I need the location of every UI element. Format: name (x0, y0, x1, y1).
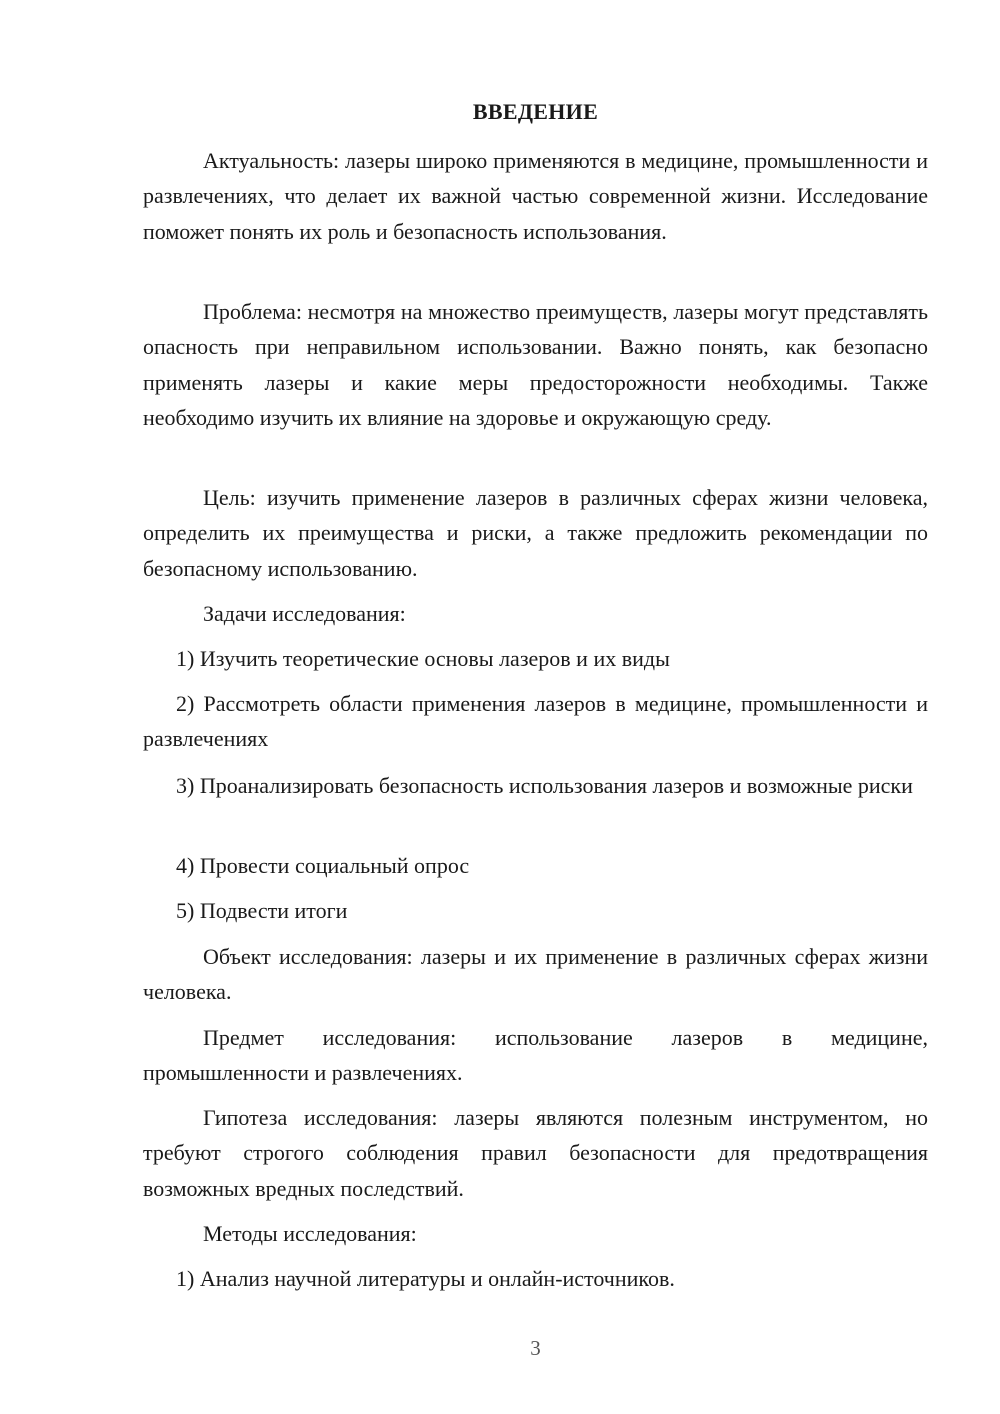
paragraph-tasks-heading: Задачи исследования: (203, 601, 406, 626)
document-page (143, 0, 928, 1414)
list-item: 5) Подвести итоги (176, 898, 348, 923)
section-title: ВВЕДЕНИЕ (472, 99, 599, 124)
list-item: 2) Рассмотреть области применения лазеров в медицине, промышленности и развлечениях (143, 691, 928, 752)
list-item: 1) Анализ научной литературы и онлайн-источников. (176, 1266, 675, 1291)
paragraph-problem: Проблема: несмотря на множество преимуществ, лазеры могут представлять опасность при неправильном использовании. Важно понять, как безопасно применять лазеры и какие меры предосторожности необходимы. Также необходимо изучить их влияние на здоровье и окружающую среду. (143, 299, 928, 430)
paragraph-object: Объект исследования: лазеры и их применение в различных сферах жизни человека. (143, 944, 928, 1005)
paragraph-methods-heading: Методы исследования: (203, 1221, 417, 1246)
list-item: 1) Изучить теоретические основы лазеров и их виды (176, 646, 670, 671)
list-item: 4) Провести социальный опрос (176, 853, 470, 878)
paragraph-subject: Предмет исследования: использование лазеров в медицине, промышленности и развлечениях. (143, 1025, 928, 1086)
paragraph-hypothesis: Гипотеза исследования: лазеры являются полезным инструментом, но требуют строгого соблюдения правил безопасности для предотвращения возможных вредных последствий. (143, 1105, 928, 1201)
list-item: 3) Проанализировать безопасность использования лазеров и возможные риски (176, 773, 913, 798)
paragraph-goal: Цель: изучить применение лазеров в различных сферах жизни человека, определить их преимущества и риски, а также предложить рекомендации по безопасному использованию. (143, 485, 928, 581)
paragraph-relevance: Актуальность: лазеры широко применяются в медицине, промышленности и развлечениях, что делает их важной частью современной жизни. Исследование поможет понять их роль и безопасность использования. (143, 148, 928, 244)
page-number: 3 (530, 1336, 541, 1360)
